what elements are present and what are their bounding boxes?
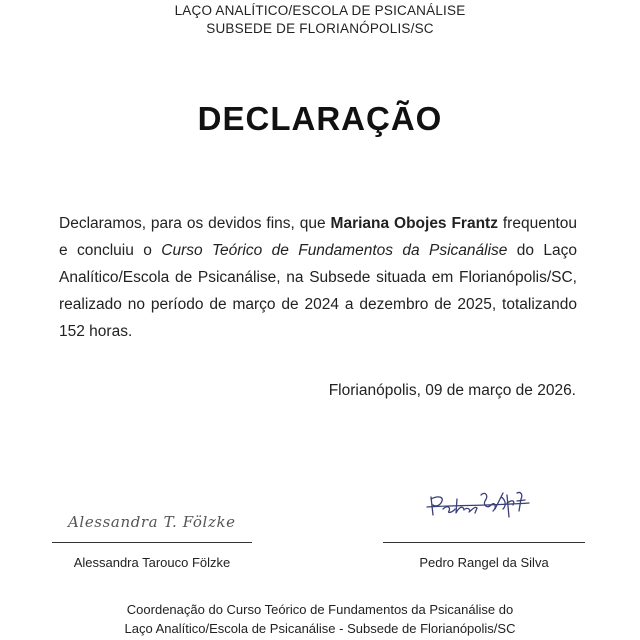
- body-mid: frequentou e concluiu o: [59, 215, 577, 259]
- student-name: Mariana Obojes Frantz: [330, 215, 498, 232]
- signature-left-image: [66, 505, 236, 535]
- signatory-name-left: Alessandra Tarouco Fölzke: [73, 555, 231, 570]
- svg-text:Alessandra T. Fölzke: Alessandra T. Fölzke: [68, 513, 236, 531]
- course-name: Curso Teórico de Fundamentos da Psicanálise: [161, 242, 508, 259]
- footer-line-2: Laço Analítico/Escola de Psicanálise - Subsede de Florianópolis/SC: [124, 621, 516, 636]
- document-footer: [0, 600, 640, 638]
- body-rest: do Laço Analítico/Escola de Psicanálise, na Subsede situada em Florianópolis/SC, realizado no período de março de 2024 a dezembro de 2025, totalizando 152 horas.: [59, 242, 578, 340]
- header-line-2: SUBSEDE DE FLORIANÓPOLIS/SC: [206, 21, 434, 36]
- signature-line-right: [383, 542, 585, 543]
- document-title: DECLARAÇÃO: [197, 100, 443, 137]
- signatory-name-right: Pedro Rangel da Silva: [419, 555, 549, 570]
- footer-line-1: Coordenação do Curso Teórico de Fundamentos da Psicanálise do: [126, 602, 514, 617]
- body-intro: Declaramos, para os devidos fins, que: [59, 215, 331, 232]
- signature-right-image: [425, 487, 535, 527]
- document-header: [0, 2, 640, 38]
- date-line: Florianópolis, 09 de março de 2026.: [328, 382, 576, 399]
- signature-line-left: [52, 542, 252, 543]
- header-line-1: LAÇO ANALÍTICO/ESCOLA DE PSICANÁLISE: [174, 3, 466, 18]
- declaration-body: [59, 210, 577, 345]
